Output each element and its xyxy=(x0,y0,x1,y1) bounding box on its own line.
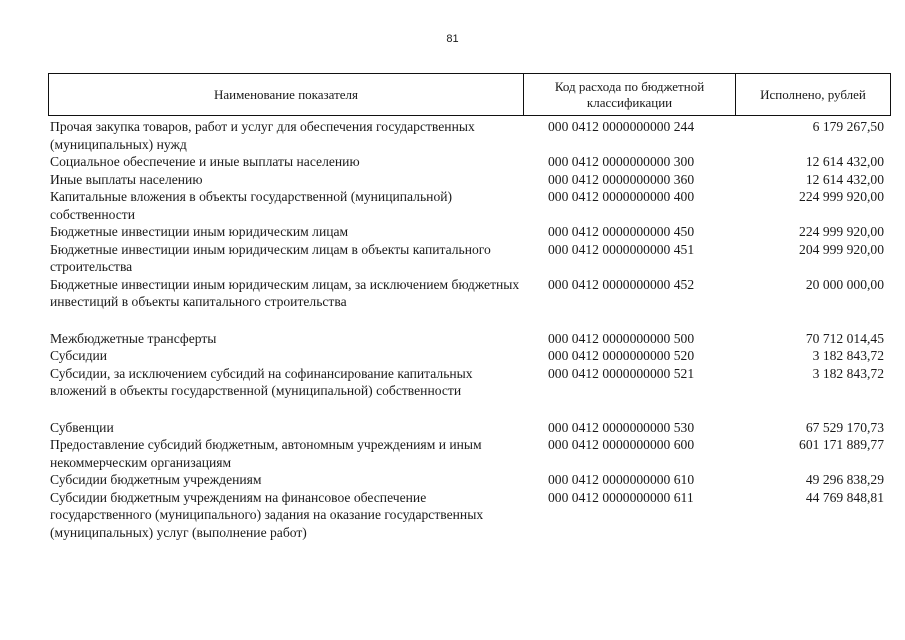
row-name: Бюджетные инвестиции иным юридическим лицам в объекты капитального строительства xyxy=(50,241,491,274)
table-body xyxy=(48,118,890,541)
row-code: 000 0412 0000000000 400 xyxy=(548,189,695,204)
row-amount: 70 712 014,45 xyxy=(805,330,884,346)
table-row xyxy=(48,223,890,241)
row-code: 000 0412 0000000000 450 xyxy=(548,224,695,239)
row-name: Субсидии, за исключением субсидий на софинансирование капитальных вложений в объекты государственной (муниципальной) собственности xyxy=(50,365,473,398)
row-amount: 204 999 920,00 xyxy=(799,241,884,257)
row-code: 000 0412 0000000000 611 xyxy=(548,489,694,505)
row-code: 000 0412 0000000000 300 xyxy=(548,154,695,169)
table-row xyxy=(48,188,890,223)
table-row xyxy=(48,436,890,471)
row-name: Бюджетные инвестиции иным юридическим лицам xyxy=(50,224,349,239)
row-name: Субсидии xyxy=(50,348,108,363)
row-name: Межбюджетные трансферты xyxy=(50,330,217,346)
row-code: 000 0412 0000000000 610 xyxy=(548,472,695,487)
row-amount: 12 614 432,00 xyxy=(805,154,884,169)
table-row xyxy=(48,330,890,348)
row-name: Прочая закупка товаров, работ и услуг для обеспечения государственных (муниципальных) нужд xyxy=(50,119,475,152)
table-row xyxy=(48,276,890,311)
row-name: Социальное обеспечение и иные выплаты населению xyxy=(50,154,360,169)
row-amount: 44 769 848,81 xyxy=(805,489,884,505)
row-name: Иные выплаты населению xyxy=(50,171,203,187)
row-amount: 224 999 920,00 xyxy=(799,224,884,239)
row-name: Субсидии бюджетным учреждениям xyxy=(50,472,262,487)
page-number: 81 xyxy=(446,33,459,45)
row-amount: 3 182 843,72 xyxy=(812,365,884,381)
row-code: 000 0412 0000000000 600 xyxy=(548,437,695,452)
row-code: 000 0412 0000000000 452 xyxy=(548,276,695,292)
row-code: 000 0412 0000000000 360 xyxy=(548,171,695,187)
row-amount: 20 000 000,00 xyxy=(805,276,884,292)
row-name: Капитальные вложения в объекты государственной (муниципальной) собственности xyxy=(50,189,453,222)
row-name: Субвенции xyxy=(50,419,114,435)
row-amount: 12 614 432,00 xyxy=(805,171,884,187)
row-code: 000 0412 0000000000 521 xyxy=(548,365,695,381)
row-code: 000 0412 0000000000 244 xyxy=(548,119,695,134)
header-executed-amount: Исполнено, рублей xyxy=(736,74,891,116)
row-amount: 3 182 843,72 xyxy=(812,348,884,363)
header-budget-code: Код расхода по бюджетной классификации xyxy=(524,74,736,116)
table-row xyxy=(48,118,890,153)
row-amount: 67 529 170,73 xyxy=(805,419,884,435)
table-row xyxy=(48,471,890,489)
table-row xyxy=(48,365,890,400)
row-amount: 6 179 267,50 xyxy=(812,119,884,134)
row-code: 000 0412 0000000000 451 xyxy=(548,241,695,257)
table-row xyxy=(48,489,890,542)
row-name: Субсидии бюджетным учреждениям на финансовое обеспечение государственного (муниципального) задания на оказание государственных (муниципальных) услуг (выполнение работ) xyxy=(50,489,484,540)
table-header xyxy=(48,73,891,116)
row-amount: 601 171 889,77 xyxy=(799,437,884,452)
table-row xyxy=(48,241,890,276)
row-code: 000 0412 0000000000 500 xyxy=(548,330,695,346)
row-amount: 49 296 838,29 xyxy=(805,472,884,487)
table-row xyxy=(48,153,890,171)
row-name: Бюджетные инвестиции иным юридическим лицам, за исключением бюджетных инвестиций в объекты капитального строительства xyxy=(50,276,520,309)
table-row xyxy=(48,419,890,437)
row-amount: 224 999 920,00 xyxy=(799,189,884,204)
row-code: 000 0412 0000000000 520 xyxy=(548,348,695,363)
table-row xyxy=(48,347,890,365)
row-code: 000 0412 0000000000 530 xyxy=(548,419,695,435)
table-row xyxy=(48,171,890,189)
row-name: Предоставление субсидий бюджетным, автономным учреждениям и иным некоммерческим организациям xyxy=(50,437,482,470)
header-indicator-name: Наименование показателя xyxy=(49,74,524,116)
